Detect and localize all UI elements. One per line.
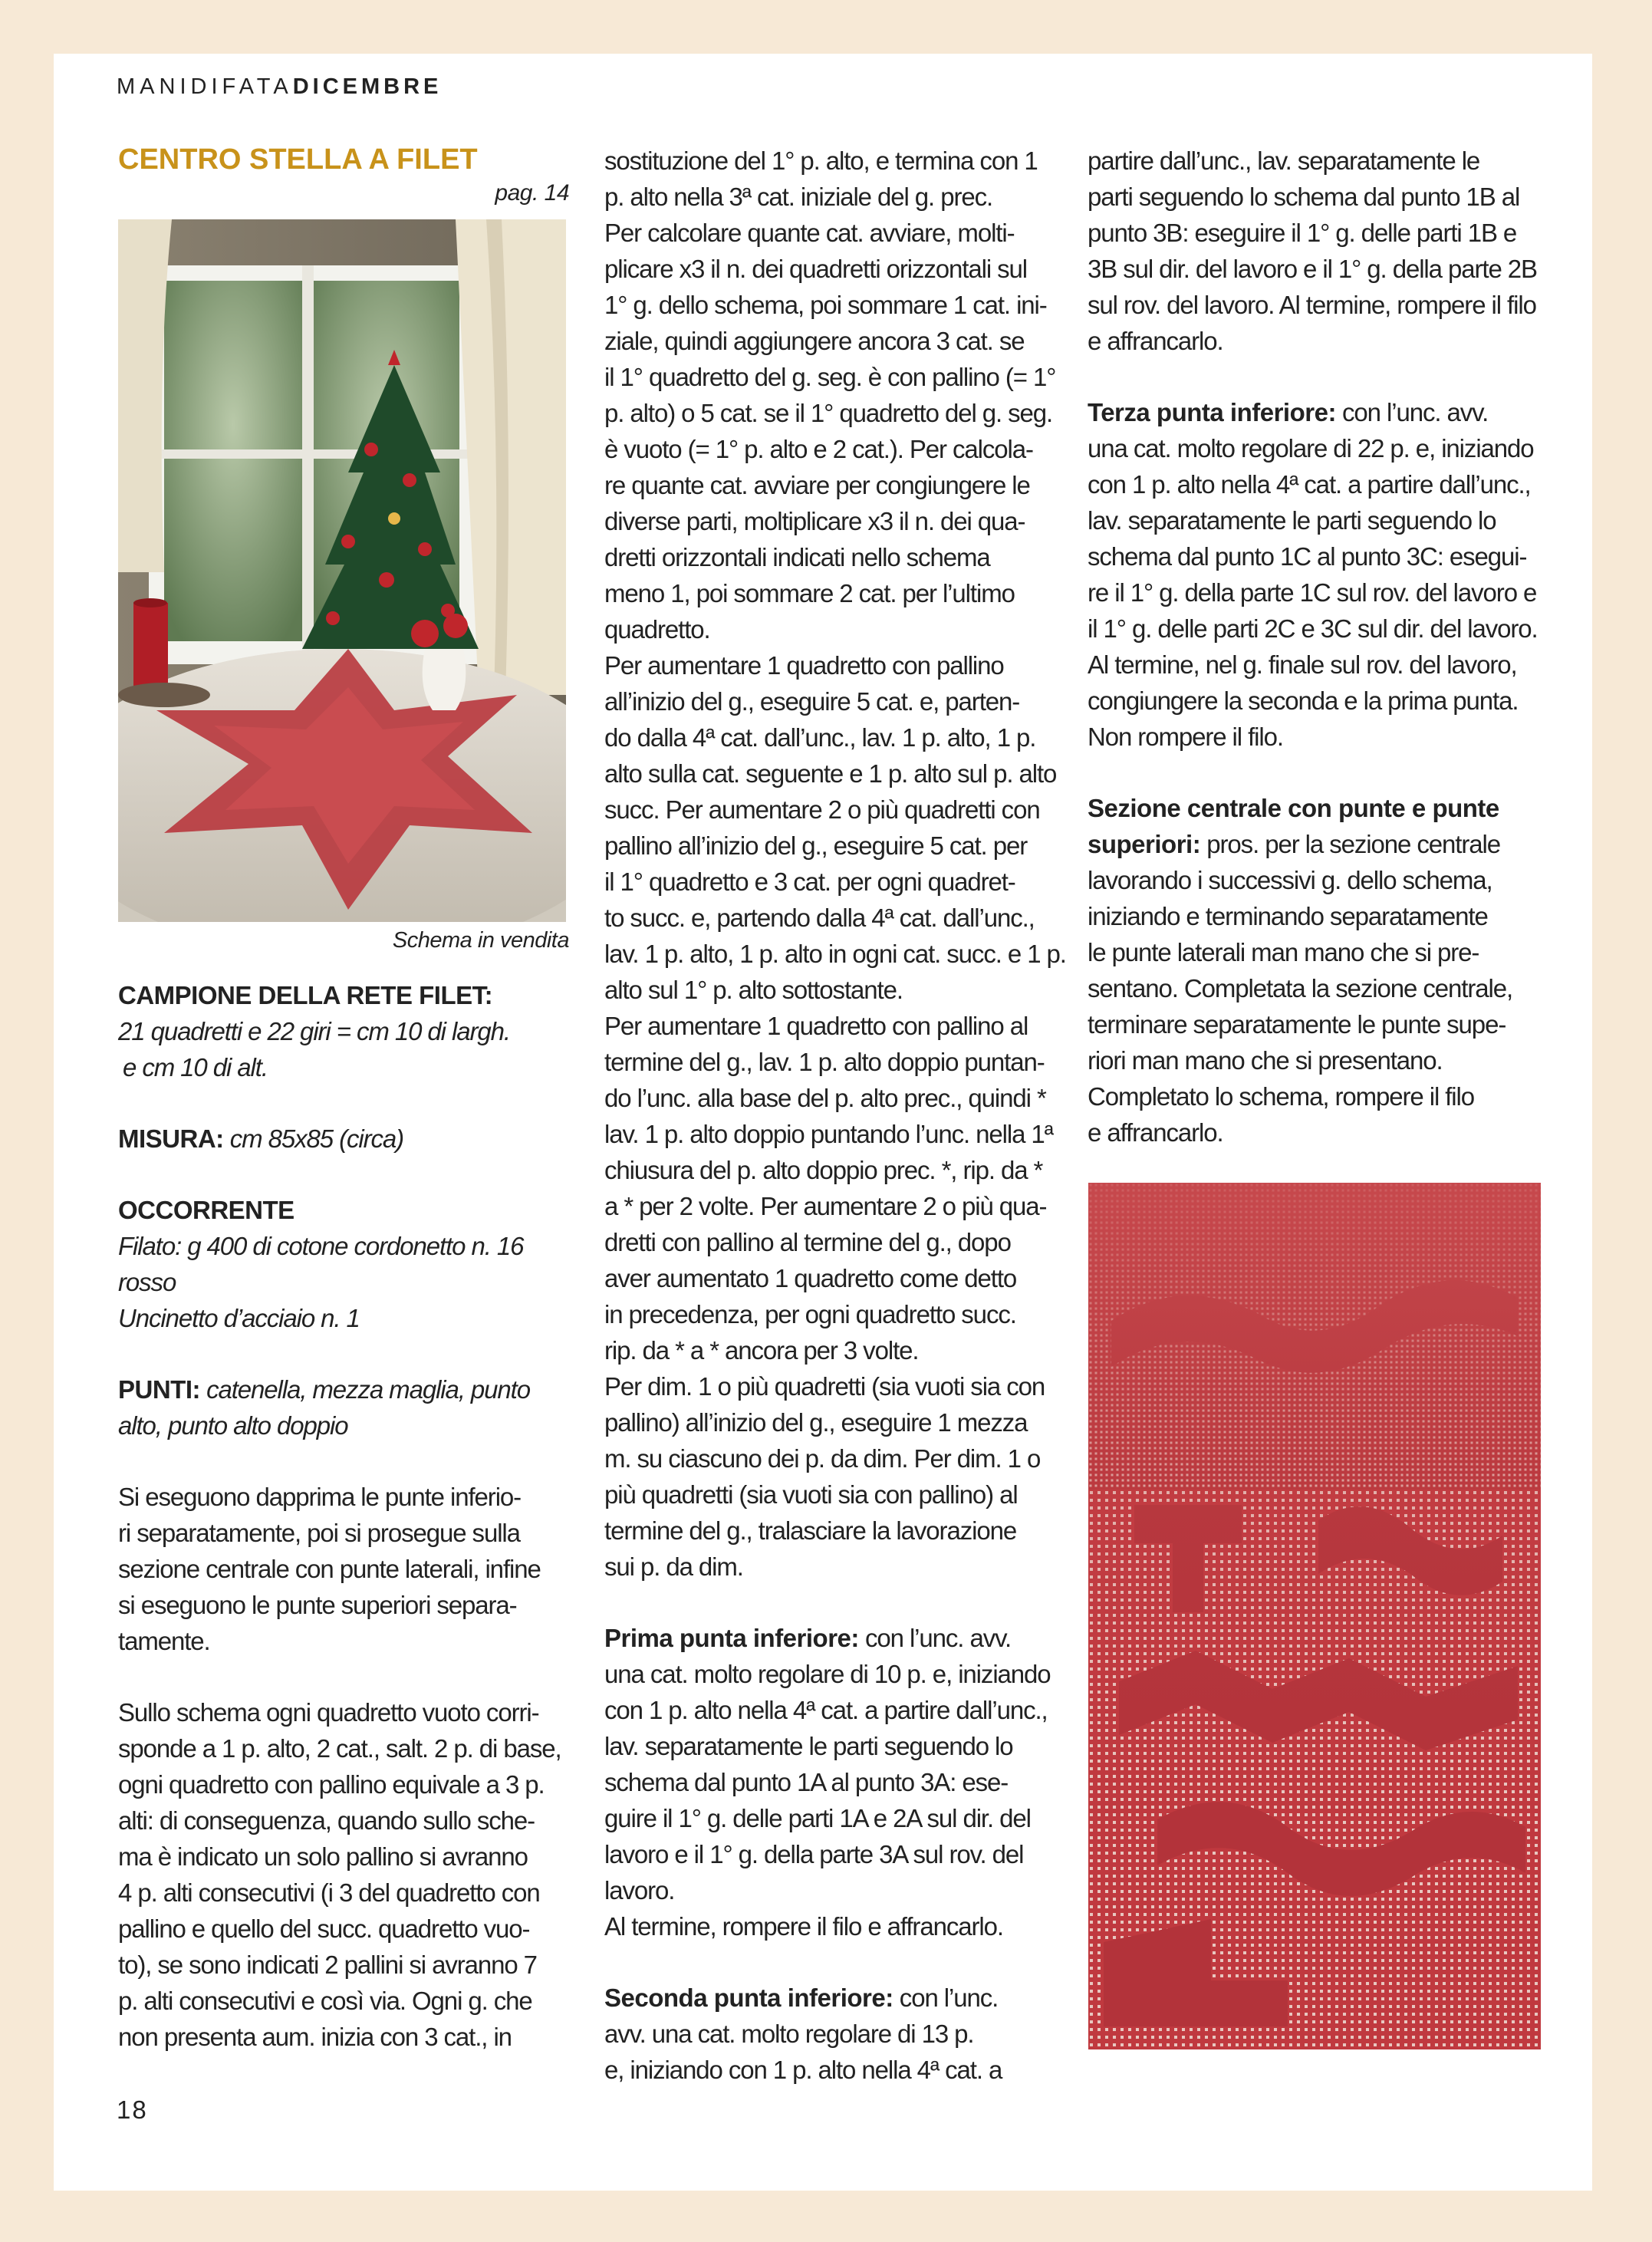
text-line: quadretto. xyxy=(604,615,710,644)
text-line: congiungere la seconda e la prima punta. xyxy=(1088,686,1519,715)
text-line: all’inizio del g., eseguire 5 cat. e, parten- xyxy=(604,687,1020,716)
text-line: e affrancarlo. xyxy=(1088,1118,1223,1147)
text-line: una cat. molto regolare di 10 p. e, iniziando xyxy=(604,1660,1051,1688)
text-line: punto 3B: eseguire il 1° g. delle parti 1B e xyxy=(1088,219,1517,247)
text-line: lav. separatamente le parti seguendo lo xyxy=(1088,506,1496,535)
sezione-first-text: pros. per la sezione centrale xyxy=(1206,830,1500,858)
text-line: rip. da * a * ancora per 3 volte. xyxy=(604,1336,919,1365)
text-line: chiusura del p. alto doppio prec. *, rip. da * xyxy=(604,1156,1043,1184)
intro-line: Si eseguono dapprima le punte inferio- xyxy=(118,1483,522,1511)
occorrente-heading: OCCORRENTE xyxy=(118,1196,295,1224)
text-line: dretti con pallino al termine del g., dopo xyxy=(604,1228,1011,1256)
text-line: m. su ciascuno dei p. da dim. Per dim. 1 o xyxy=(604,1444,1041,1473)
text-line: termine del g., tralasciare la lavorazione xyxy=(604,1516,1017,1545)
text-line: Al termine, rompere il filo e affrancarlo. xyxy=(604,1912,1003,1941)
text-line: terminare separatamente le punte supe- xyxy=(1088,1010,1506,1039)
text-line: p. alto nella 3ª cat. iniziale del g. prec. xyxy=(604,183,993,211)
text-line: do l’unc. alla base del p. alto prec., quindi * xyxy=(604,1084,1046,1112)
text-line: pallino all’inizio del g., eseguire 5 cat. per xyxy=(604,831,1028,860)
intro-line: si eseguono le punte superiori separa- xyxy=(118,1591,517,1619)
prima-first-line xyxy=(604,1620,1075,1656)
text-line: alto sul 1° p. alto sottostante. xyxy=(604,976,903,1004)
seconda-first-line xyxy=(604,1980,1075,2016)
schema-paragraph xyxy=(118,1694,569,2055)
text-line: e affrancarlo. xyxy=(1088,327,1223,355)
schema-line: non presenta aum. inizia con 3 cat., in xyxy=(118,2023,512,2051)
column-3 xyxy=(1088,143,1543,1151)
text-line: aver aumentato 1 quadretto come detto xyxy=(604,1264,1017,1292)
misura-line xyxy=(118,1121,569,1157)
text-line: iniziando e terminando separatamente xyxy=(1088,902,1488,930)
text-line: ziale, quindi aggiungere ancora 3 cat. se xyxy=(604,327,1025,355)
text-line: schema dal punto 1C al punto 3C: esegui- xyxy=(1088,542,1527,571)
text-line: con 1 p. alto nella 4ª cat. a partire dall’unc., xyxy=(1088,470,1531,499)
seconda-punta-section xyxy=(604,1980,1075,2088)
text-line: guire il 1° g. delle parti 1A e 2A sul dir. del xyxy=(604,1804,1031,1832)
text-line: dretti orizzontali indicati nello schema xyxy=(604,543,990,571)
magazine-page xyxy=(54,54,1592,2191)
schema-line: p. alti consecutivi e così via. Ogni g. che xyxy=(118,1987,532,2015)
text-line: termine del g., lav. 1 p. alto doppio puntan- xyxy=(604,1048,1045,1076)
intro-line: ri separatamente, poi si prosegue sulla xyxy=(118,1519,520,1547)
sezione-centrale-section xyxy=(1088,790,1543,1151)
text-line: alto sulla cat. seguente e 1 p. alto sul p. alto xyxy=(604,759,1057,788)
text-line: lav. separatamente le parti seguendo lo xyxy=(604,1732,1013,1760)
text-line: re quante cat. avviare per congiungere le xyxy=(604,471,1030,499)
text-line: 3B sul dir. del lavoro e il 1° g. della parte 2B xyxy=(1088,255,1537,283)
schema-line: alti: di conseguenza, quando sullo sche- xyxy=(118,1806,535,1835)
page-number: 18 xyxy=(117,2095,148,2124)
text-line: lavoro. xyxy=(604,1876,675,1905)
text-line: avv. una cat. molto regolare di 13 p. xyxy=(604,2020,974,2048)
text-line: con 1 p. alto nella 4ª cat. a partire dall’unc., xyxy=(604,1696,1048,1724)
sezione-first-line xyxy=(1088,826,1543,862)
text-line: Per dim. 1 o più quadretti (sia vuoti sia con xyxy=(604,1372,1045,1401)
occorrente-line-2: rosso xyxy=(118,1268,176,1296)
sezione-heading-1: Sezione centrale con punte e punte xyxy=(1088,794,1499,822)
campione-text-2: e cm 10 di alt. xyxy=(123,1053,268,1081)
punti-value-2: alto, punto alto doppio xyxy=(118,1411,348,1440)
text-line: diverse parti, moltiplicare x3 il n. dei qua- xyxy=(604,507,1025,535)
photo-caption: Schema in vendita xyxy=(392,928,569,953)
text-line: il 1° quadretto del g. seg. è con pallino (= 1° xyxy=(604,363,1056,391)
schema-line: sponde a 1 p. alto, 2 cat., salt. 2 p. di base, xyxy=(118,1734,561,1763)
text-line: Al termine, nel g. finale sul rov. del lavoro, xyxy=(1088,650,1517,679)
text-line: Per calcolare quante cat. avviare, molti- xyxy=(604,219,1015,247)
text-line: p. alto) o 5 cat. se il 1° quadretto del g. seg. xyxy=(604,399,1053,427)
prima-first-text: con l’unc. avv. xyxy=(864,1624,1012,1652)
terza-first-text: con l’unc. avv. xyxy=(1342,398,1489,426)
text-line: lavorando i successivi g. dello schema, xyxy=(1088,866,1492,894)
misura-value: cm 85x85 (circa) xyxy=(229,1124,404,1153)
text-line: sui p. da dim. xyxy=(604,1552,743,1581)
terza-first-line xyxy=(1088,394,1543,430)
tablecloth-photo xyxy=(118,219,566,922)
prima-punta-heading: Prima punta inferiore: xyxy=(604,1624,859,1652)
text-line: lav. 1 p. alto, 1 p. alto in ogni cat. succ. e 1 p. xyxy=(604,940,1066,968)
page-reference: pag. 14 xyxy=(495,180,569,206)
column-2 xyxy=(604,143,1075,2088)
text-line: plicare x3 il n. dei quadretti orizzontali sul xyxy=(604,255,1028,283)
schema-line: to), se sono indicati 2 pallini si avranno 7 xyxy=(118,1951,537,1979)
seconda-punta-heading: Seconda punta inferiore: xyxy=(604,1984,893,2012)
text-line: il 1° quadretto e 3 cat. per ogni quadret- xyxy=(604,867,1015,896)
schema-line: pallino e quello del succ. quadretto vuo- xyxy=(118,1914,530,1943)
text-line: parti seguendo lo schema dal punto 1B al xyxy=(1088,183,1520,211)
text-line: sentano. Completata la sezione centrale, xyxy=(1088,974,1513,1002)
text-line: succ. Per aumentare 2 o più quadretti con xyxy=(604,795,1040,824)
text-line: Non rompere il filo. xyxy=(1088,723,1283,751)
occorrente-line-3: Uncinetto d’acciaio n. 1 xyxy=(118,1304,360,1332)
punti-value-1: catenella, mezza maglia, punto xyxy=(206,1375,531,1404)
text-line: in precedenza, per ogni quadretto succ. xyxy=(604,1300,1016,1328)
instructions-paragraph xyxy=(604,143,1075,1585)
article-title: CENTRO STELLA A FILET xyxy=(118,143,478,176)
lace-detail-photo xyxy=(1088,1183,1541,2049)
schema-line: ma è indicato un solo pallino si avranno xyxy=(118,1842,528,1871)
text-line: è vuoto (= 1° p. alto e 2 cat.). Per calcola- xyxy=(604,435,1033,463)
misura-label: MISURA: xyxy=(118,1124,224,1153)
text-line: una cat. molto regolare di 22 p. e, iniziando xyxy=(1088,434,1534,463)
text-line: partire dall’unc., lav. separatamente le xyxy=(1088,147,1480,175)
text-line: il 1° g. delle parti 2C e 3C sul dir. del lavoro. xyxy=(1088,614,1538,643)
campione-text-1: 21 quadretti e 22 giri = cm 10 di largh. xyxy=(118,1017,510,1045)
text-line: a * per 2 volte. Per aumentare 2 o più qua- xyxy=(604,1192,1047,1220)
column-1 xyxy=(118,143,569,2055)
text-line: do dalla 4ª cat. dall’unc., lav. 1 p. alto, 1 p. xyxy=(604,723,1036,752)
seconda-continued xyxy=(1088,143,1543,359)
schema-line: 4 p. alti consecutivi (i 3 del quadretto con xyxy=(118,1878,540,1907)
text-line: Per aumentare 1 quadretto con pallino xyxy=(604,651,1004,680)
text-line: lav. 1 p. alto doppio puntando l’unc. nella 1ª xyxy=(604,1120,1053,1148)
text-line: Per aumentare 1 quadretto con pallino al xyxy=(604,1012,1028,1040)
text-line: pallino) all’inizio del g., eseguire 1 mezza xyxy=(604,1408,1028,1437)
text-line: sostituzione del 1° p. alto, e termina con 1 xyxy=(604,147,1038,175)
text-line: Completato lo schema, rompere il filo xyxy=(1088,1082,1475,1111)
campione-heading: CAMPIONE DELLA RETE FILET: xyxy=(118,981,493,1009)
intro-line: tamente. xyxy=(118,1627,210,1655)
text-line: to succ. e, partendo dalla 4ª cat. dall’unc., xyxy=(604,904,1035,932)
intro-paragraph xyxy=(118,1479,569,1659)
text-line: lavoro e il 1° g. della parte 3A sul rov. del xyxy=(604,1840,1024,1868)
text-line: riori man mano che si presentano. xyxy=(1088,1046,1443,1075)
text-line: le punte laterali man mano che si pre- xyxy=(1088,938,1479,966)
header-brand: MANIDIFATA xyxy=(117,74,293,99)
text-line: schema dal punto 1A al punto 3A: ese- xyxy=(604,1768,1009,1796)
terza-punta-heading: Terza punta inferiore: xyxy=(1088,398,1336,426)
text-line: sul rov. del lavoro. Al termine, rompere il filo xyxy=(1088,291,1536,319)
schema-line: ogni quadretto con pallino equivale a 3 p. xyxy=(118,1770,545,1799)
text-line: re il 1° g. della parte 1C sul rov. del lavoro e xyxy=(1088,578,1537,607)
text-line: e, iniziando con 1 p. alto nella 4ª cat. a xyxy=(604,2056,1002,2084)
header-month: DICEMBRE xyxy=(292,74,443,99)
punti-label: PUNTI: xyxy=(118,1375,200,1404)
occorrente-line-1: Filato: g 400 di cotone cordonetto n. 16 xyxy=(118,1232,524,1260)
text-line: più quadretti (sia vuoti sia con pallino) al xyxy=(604,1480,1018,1509)
text-line: 1° g. dello schema, poi sommare 1 cat. ini- xyxy=(604,291,1047,319)
terza-punta-section xyxy=(1088,394,1543,755)
text-line: meno 1, poi sommare 2 cat. per l’ultimo xyxy=(604,579,1015,607)
prima-punta-section xyxy=(604,1620,1075,1944)
schema-line: Sullo schema ogni quadretto vuoto corri- xyxy=(118,1698,539,1727)
punti-line xyxy=(118,1371,569,1407)
intro-line: sezione centrale con punte laterali, infine xyxy=(118,1555,541,1583)
running-header xyxy=(117,74,442,100)
seconda-first-text: con l’unc. xyxy=(899,1984,999,2012)
sezione-heading-2: superiori: xyxy=(1088,830,1201,858)
